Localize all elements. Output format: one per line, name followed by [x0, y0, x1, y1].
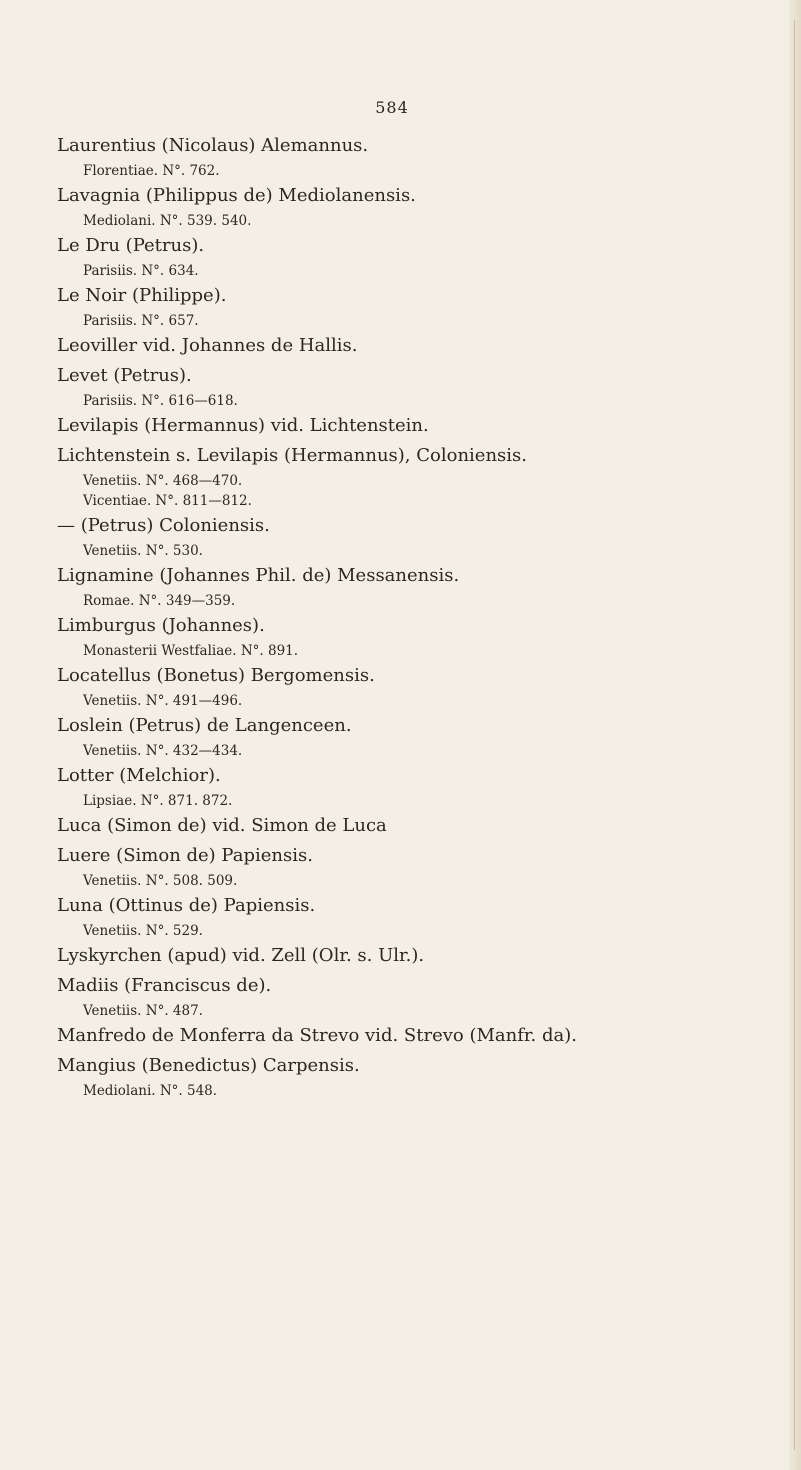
index-entries — [57, 131, 797, 1101]
entry-location: Venetiis. N°. 468—470. — [83, 473, 243, 489]
entry-location: Mediolani. N°. 548. — [83, 1083, 218, 1099]
entry-heading: Laurentius (Nicolaus) Alemannus. — [57, 135, 369, 156]
index-entry — [57, 1021, 797, 1051]
entry-location: Parisiis. N°. 616—618. — [83, 393, 238, 409]
entry-heading: Lotter (Melchior). — [57, 765, 221, 786]
entry-heading: Luna (Ottinus de) Papiensis. — [57, 895, 316, 916]
index-entry — [57, 611, 797, 661]
index-entry — [57, 411, 797, 441]
index-entry — [57, 761, 797, 811]
entry-location: Monasterii Westfaliae. N°. 891. — [83, 643, 299, 659]
entry-heading: — (Petrus) Coloniensis. — [57, 515, 270, 536]
entry-location: Florentiae. N°. 762. — [83, 163, 220, 179]
entry-heading: Lichtenstein s. Levilapis (Hermannus), Coloniensis. — [57, 445, 528, 466]
page-number: 584 — [375, 98, 409, 117]
index-entry — [57, 971, 797, 1021]
entry-heading: Limburgus (Johannes). — [57, 615, 265, 636]
entry-heading: Locatellus (Bonetus) Bergomensis. — [57, 665, 375, 686]
index-entry — [57, 841, 797, 891]
entry-location: Venetiis. N°. 530. — [83, 543, 203, 559]
entry-location: Venetiis. N°. 491—496. — [83, 693, 243, 709]
index-entry — [57, 511, 797, 561]
index-entry — [57, 941, 797, 971]
index-entry — [57, 661, 797, 711]
entry-heading: Luca (Simon de) vid. Simon de Luca — [57, 815, 387, 836]
entry-heading: Luere (Simon de) Papiensis. — [57, 845, 313, 866]
entry-location: Venetiis. N°. 508. 509. — [83, 873, 238, 889]
entry-heading: Manfredo de Monferra da Strevo vid. Strevo (Manfr. da). — [57, 1025, 577, 1046]
entry-heading: Le Noir (Philippe). — [57, 285, 227, 306]
index-entry — [57, 131, 797, 181]
entry-location: Parisiis. N°. 657. — [83, 313, 199, 329]
entry-heading: Lavagnia (Philippus de) Mediolanensis. — [57, 185, 416, 206]
entry-heading: Levet (Petrus). — [57, 365, 192, 386]
index-entry — [57, 331, 797, 361]
index-entry — [57, 441, 797, 511]
entry-heading: Lignamine (Johannes Phil. de) Messanensis. — [57, 565, 460, 586]
page-edge-line — [794, 20, 795, 1450]
entry-location: Lipsiae. N°. 871. 872. — [83, 793, 233, 809]
entry-heading: Lyskyrchen (apud) vid. Zell (Olr. s. Ulr.). — [57, 945, 425, 966]
entry-location: Romae. N°. 349—359. — [83, 593, 236, 609]
index-entry — [57, 711, 797, 761]
entry-heading: Leoviller vid. Johannes de Hallis. — [57, 335, 358, 356]
entry-heading: Le Dru (Petrus). — [57, 235, 205, 256]
index-entry — [57, 281, 797, 331]
index-entry — [57, 231, 797, 281]
entry-heading: Mangius (Benedictus) Carpensis. — [57, 1055, 360, 1076]
index-entry — [57, 561, 797, 611]
page-edge — [789, 0, 801, 1470]
entry-location: Vicentiae. N°. 811—812. — [83, 493, 252, 509]
entry-heading: Loslein (Petrus) de Langenceen. — [57, 715, 352, 736]
index-entry — [57, 361, 797, 411]
entry-location: Venetiis. N°. 432—434. — [83, 743, 243, 759]
entry-location: Venetiis. N°. 487. — [83, 1003, 203, 1019]
index-entry — [57, 811, 797, 841]
entry-heading: Levilapis (Hermannus) vid. Lichtenstein. — [57, 415, 429, 436]
index-entry — [57, 181, 797, 231]
index-entry — [57, 891, 797, 941]
entry-location: Mediolani. N°. 539. 540. — [83, 213, 252, 229]
entry-location: Venetiis. N°. 529. — [83, 923, 203, 939]
index-entry — [57, 1051, 797, 1101]
entry-heading: Madiis (Franciscus de). — [57, 975, 272, 996]
entry-location: Parisiis. N°. 634. — [83, 263, 199, 279]
